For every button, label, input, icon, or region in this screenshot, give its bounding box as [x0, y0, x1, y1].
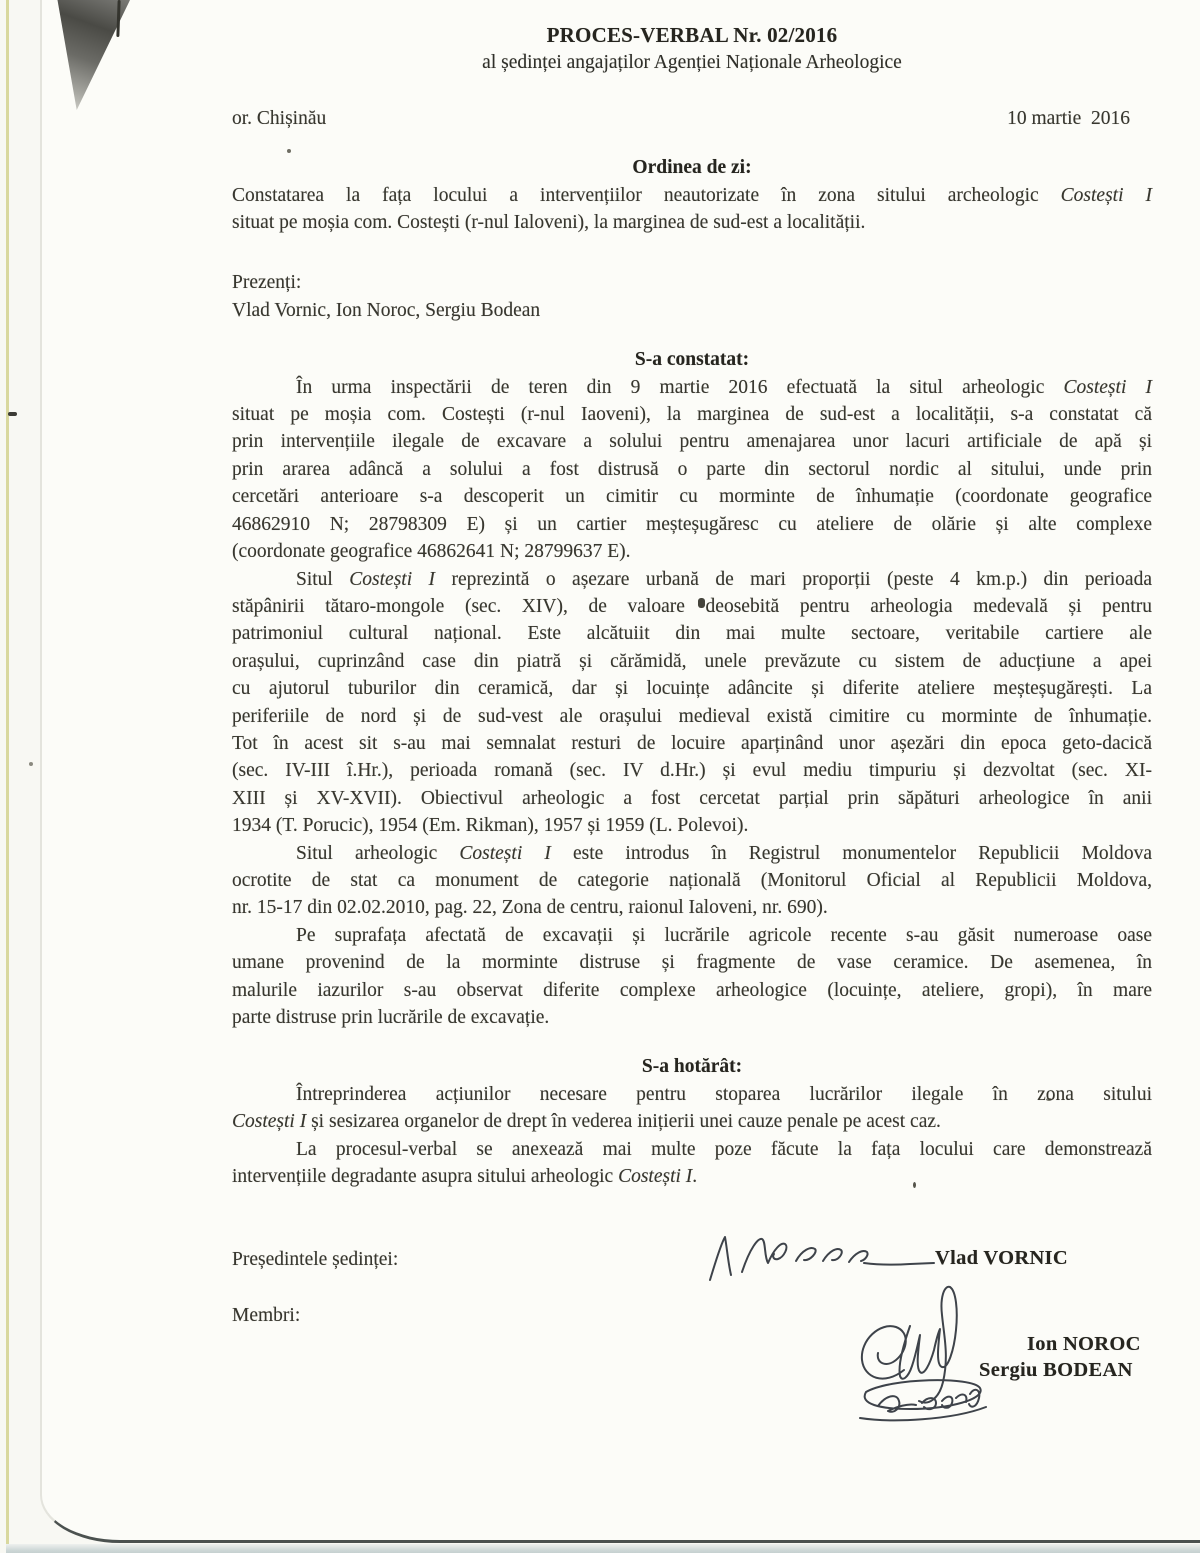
- text-line: cercetări anterioare s-a descoperit un cimitir cu morminte de înhumație (coordonate geografice: [232, 486, 1152, 508]
- document-page: [232, 22, 1152, 1474]
- document-body: [232, 154, 1152, 1190]
- text-line: prin ararea adâncă a solului a fost distrusă o parte din sectorul nordic al sitului, unde prin: [232, 458, 1152, 480]
- president-name: Vlad VORNIC: [935, 1247, 1068, 1270]
- document-place: or. Chișinău: [232, 107, 327, 129]
- president-label: Președintele ședinței:: [232, 1249, 399, 1271]
- paragraph: [232, 1136, 1152, 1191]
- italic-site-name: Costești I: [1063, 376, 1152, 398]
- signature-section: [232, 1244, 1152, 1474]
- text-line: (sec. IV-III î.Hr.), perioada romană (sec. IV d.Hr.) și evul mediu timpuriu și dezvoltat (sec. XI-: [232, 760, 1152, 782]
- text-line: Constatarea la fața locului a intervențiilor neautorizate în zona sitului archeologic Costești I: [232, 184, 1152, 206]
- text-line: Situl arheologic Costești I este introdus în Registrul monumentelor Republicii Moldova: [296, 842, 1152, 864]
- text-line: În urma inspectării de teren din 9 martie 2016 efectuată la situl arheologic Costești I: [296, 376, 1152, 398]
- text-line: cu ajutorul tuburilor din ceramică, dar și locuințe adâncite și diferite ateliere meșteșugărești. La: [232, 678, 1152, 700]
- text-line: umane provenind de la morminte distruse și fragmente de vase ceramice. De asemenea, în: [232, 952, 1152, 974]
- text-line: malurile iazurilor s-au observat diferite complexe arheologice (locuințe, ateliere, gropi), în mare: [232, 979, 1152, 1001]
- text-line: parte distruse prin lucrările de excavație.: [232, 1007, 550, 1028]
- place-date-row: [232, 105, 1152, 132]
- text-line: (coordonate geografice 46862641 N; 28799637 E).: [232, 541, 631, 563]
- text-line: Costești I și sesizarea organelor de drept în vederea inițierii unei cauze penale pe acest caz.: [232, 1111, 941, 1133]
- text-line: 1934 (T. Porucic), 1954 (Em. Rikman), 1957 și 1959 (L. Polevoi).: [232, 815, 749, 837]
- paragraph: [232, 566, 1152, 840]
- text-line: La procesul-verbal se anexează mai multe poze făcute la fața locului care demonstrează: [296, 1138, 1152, 1160]
- paragraph: [232, 182, 1152, 237]
- text-line: patrimoniul cultural național. Este alcătuiit din mai multe sectoare, veritabile cartiere ale: [232, 623, 1152, 645]
- text-line: Prezenți:: [232, 272, 302, 294]
- italic-site-name: Costești I: [232, 1111, 307, 1133]
- paragraph: [232, 374, 1152, 566]
- text-line: XIII și XV-XVII). Obiectivul arheologic a fost cercetat parțial prin săpături arheologice în anii: [232, 787, 1152, 809]
- text-line: intervențiile degradante asupra sitului arheologic Costești I.: [232, 1166, 698, 1188]
- text-line: nr. 15-17 din 02.02.2010, pag. 22, Zona de centru, raionul Ialoveni, nr. 690).: [232, 897, 828, 919]
- text-line: 46862910 N; 28798309 E) și un cartier meșteșugăresc cu ateliere de olărie și alte complexe: [232, 513, 1152, 535]
- text-line: situat pe moșia com. Costești (r-nul Iaoveni), la marginea de sud-est a localității, s-a constatat că: [232, 404, 1152, 426]
- italic-site-name: Costești I: [618, 1166, 693, 1188]
- text-line: Vlad Vornic, Ion Noroc, Sergiu Bodean: [232, 299, 541, 321]
- text-line: periferiile de nord și de sud-vest ale orașului medieval există cimitire cu morminte de înhumație.: [232, 705, 1152, 727]
- plain-lines: [232, 269, 1152, 324]
- members-signatures: [850, 1270, 1010, 1435]
- scanner-bed-strip: [6, 1544, 1200, 1553]
- scan-speck: [8, 412, 17, 416]
- paragraph: [232, 1081, 1152, 1136]
- document-date: 10 martie 2016: [1007, 107, 1130, 129]
- document-subtitle: al ședinței angajaților Agenției Naționale Arheologice: [482, 52, 902, 74]
- text-line: situat pe moșia com. Costești (r-nul Ialoveni), la marginea de sud-est a localității.: [232, 212, 866, 234]
- text-line: Tot în acest sit s-au mai semnalat resturi de locuire aparținând unor așezări din epoca geto-dacică: [232, 732, 1152, 754]
- scan-speck: [29, 762, 33, 766]
- text-line: prin intervențiile ilegale de excavare a solului pentru amenajarea unor lacuri artificiale de apă și: [232, 431, 1152, 453]
- members-label: Membri:: [232, 1305, 301, 1327]
- text-line: stăpânirii tătaro-mongole (sec. XIV), de valoare deosebită pentru arheologia medevală și pentru: [232, 595, 1152, 617]
- text-line: orașului, cuprinzând case din piatră și cărămidă, unele prevăzute cu sistem de aducțiune a apei: [232, 650, 1152, 672]
- member1-name: Ion NOROC: [1027, 1333, 1141, 1356]
- text-line: Pe suprafața afectată de excavații și lucrările agricole recente s-au găsit numeroase oase: [296, 924, 1152, 946]
- member2-name: Sergiu BODEAN: [979, 1359, 1133, 1382]
- italic-site-name: Costești I: [1060, 184, 1152, 206]
- italic-site-name: Costești I: [459, 842, 551, 864]
- paragraph: [232, 840, 1152, 922]
- section-heading: S-a hotărât:: [641, 1056, 743, 1078]
- text-line: Întreprinderea acțiunilor necesare pentru stoparea lucrărilor ilegale în zona sitului: [296, 1083, 1152, 1105]
- section-heading: S-a constatat:: [634, 349, 750, 371]
- document-title: PROCES-VERBAL Nr. 02/2016: [546, 23, 838, 47]
- text-line: ocrotite de stat ca monument de categorie națională (Monitorul Oficial al Republicii Moldova,: [232, 869, 1152, 891]
- section-heading: Ordinea de zi:: [632, 157, 752, 179]
- text-line: Situl Costești I reprezintă o așezare urbană de mari proporții (peste 4 km.p.) din perioada: [296, 568, 1152, 590]
- italic-site-name: Costești I: [349, 568, 436, 590]
- paragraph: [232, 922, 1152, 1032]
- scanner-edge-strip: [6, 0, 9, 1553]
